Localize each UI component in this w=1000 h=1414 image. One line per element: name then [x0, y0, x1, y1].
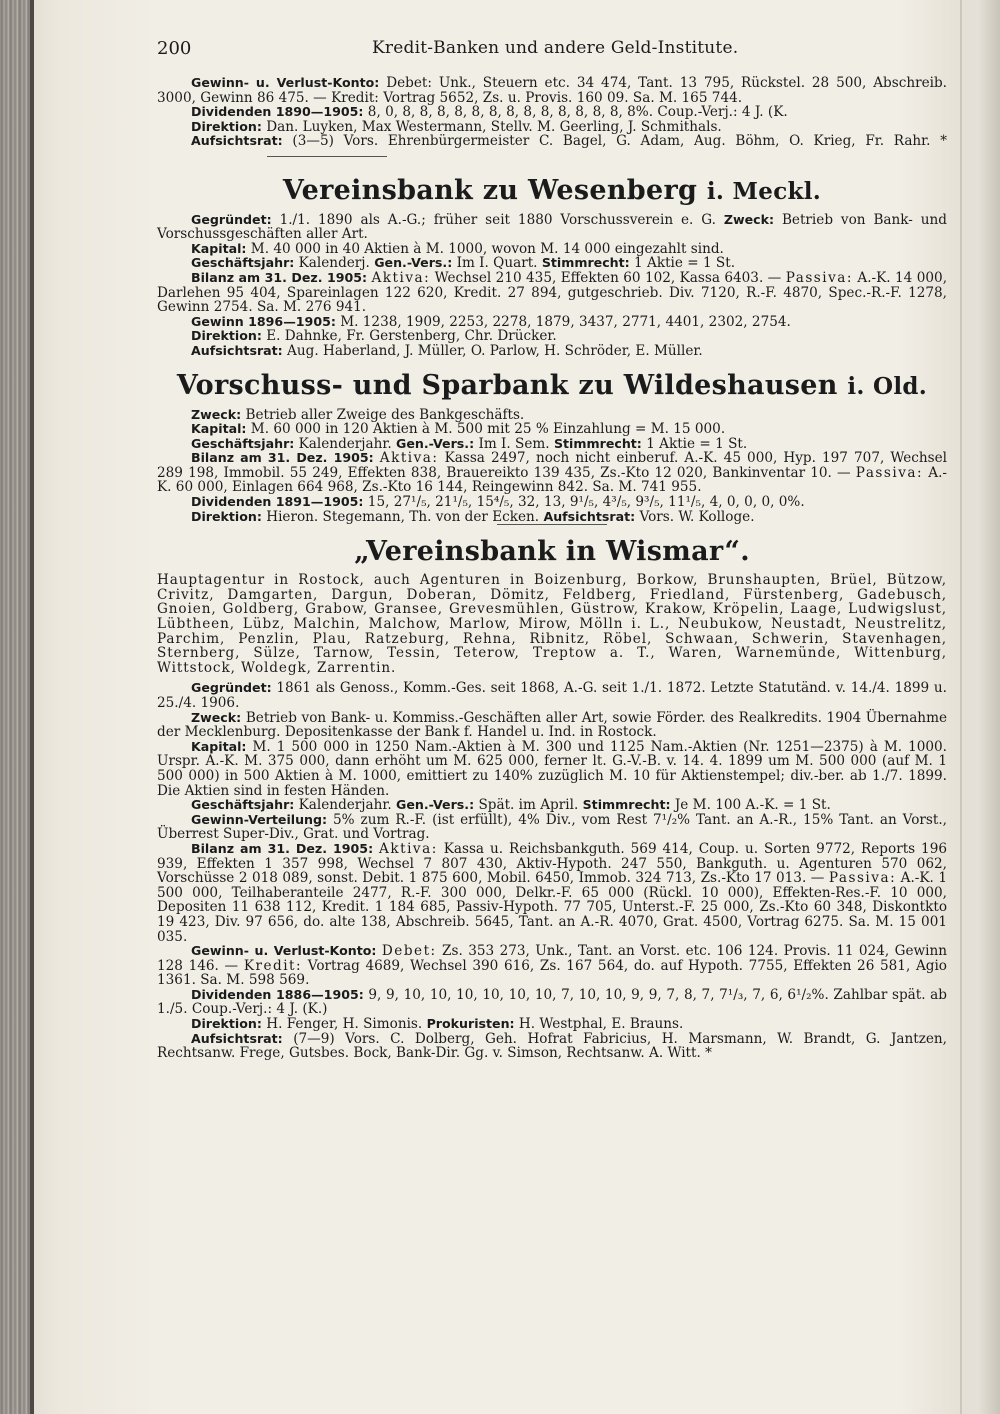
previous-entry	[157, 76, 947, 164]
gegruendet: Gegründet: 1./1. 1890 als A.-G.; früher seit 1880 Vorschussverein e. G. Zweck: Betrieb von Bank- und Vorschussgeschäften aller Art.	[157, 211, 947, 243]
running-title: Kredit-Banken und andere Geld-Institute.	[372, 38, 739, 58]
direktion: Direktion: E. Dahnke, Fr. Gerstenberg, Chr. Drücker.	[191, 328, 557, 345]
gewinn-verteilung: Gewinn-Verteilung: 5% zum R.-F. (ist erfüllt), 4% Div., vom Rest 7¹/₂% Tant. an A.-R., 15% Tant. an Vorst., Überrest Super-Div., Grat. und Vortrag.	[157, 811, 947, 843]
page-number: 200	[157, 38, 192, 59]
right-page-edge	[948, 0, 1000, 1414]
entry-title: „Vereinsbank in Wismar“.	[354, 536, 750, 568]
direktion: Direktion: Dan. Luyken, Max Westermann, Stellv. M. Geerling, J. Schmithals.	[191, 118, 722, 135]
kapital: Kapital: M. 60 000 in 120 Aktien à M. 500 mit 25 % Einzahlung = M. 15 000.	[191, 421, 726, 438]
end-star: *	[940, 133, 947, 150]
entry-wismar	[157, 536, 947, 1061]
kapital: Kapital: M. 1 500 000 in 1250 Nam.-Aktien à M. 300 und 1125 Nam.-Aktien (Nr. 1251—2375) à M. 1000. Urspr. A.-K. M. 375 000, dann erhöht um M. 625 000, ferner lt. G.-V.-B. v. 14. 4. 1899 um M. 500 000 (auf M. 1 500 000) in 500 Aktien à M. 1000, emittiert zu 140% zuzüglich M. 10 für Aktienstempel; div.-ber. ab 1./7. 1899. Die Aktien sind in festen Händen.	[157, 738, 947, 799]
direktion: Direktion: Hieron. Stegemann, Th. von der Ecken. Aufsichtsrat: Vors. W. Kolloge.	[191, 508, 755, 525]
entry-wildeshausen	[157, 370, 947, 526]
aufsichtsrat: Aufsichtsrat: Aug. Haberland, J. Müller, O. Parlow, H. Schröder, E. Müller.	[191, 342, 703, 359]
bilanz: Bilanz am 31. Dez. 1905: Aktiva: Kassa 2497, noch nicht einberuf. A.-K. 45 000, Hyp. 197 707, Wechsel 289 198, Immobil. 55 249, Effekten 838, Brauereikto 139 435, Zs.-Kto 12 020, Bankinventar 10. — Passiva: A.-K. 60 000, Einlagen 664 968, Zs.-Kto 16 144, Reingewinn 842. Sa. M. 741 955.	[157, 450, 948, 496]
gewinn-verlust-konto: Gewinn- u. Verlust-Konto: Debet: Zs. 353 273, Unk., Tant. an Vorst. etc. 106 124. Provis. 11 024, Gewinn 128 146. — Kredit: Vortrag 4689, Wechsel 390 616, Zs. 167 564, do. auf Hypoth. 7755, Effekten 26 581, Agio 1361. Sa. M. 598 569.	[157, 943, 947, 989]
end-star: *	[705, 1045, 712, 1062]
entry-title: Vorschuss- und Sparbank zu Wildeshausen i. Old.	[176, 369, 928, 401]
aufsichtsrat: Aufsichtsrat: (7—9) Vors. C. Dolberg, Geh. Hofrat Fabricius, H. Marsmann, W. Brandt, G. Jantzen, Rechtsanw. Frege, Gutsbes. Bock, Bank-Dir. Gg. v. Simson, Rechtsanw. A. Witt. *	[157, 1030, 947, 1062]
geschaeftsjahr: Geschäftsjahr: Kalenderjahr. Gen.-Vers.: Spät. im April. Stimmrecht: Je M. 100 A.-K. = 1 St.	[191, 797, 831, 814]
zweck: Zweck: Betrieb von Bank- u. Kommiss.-Geschäften aller Art, sowie Förder. des Realkredits. 1904 Übernahme der Mecklenburg. Depositenkasse der Bank f. Handel u. Ind. in Rostock.	[157, 709, 948, 741]
page-content	[157, 76, 947, 1061]
page-header	[157, 38, 947, 62]
entry-wesenberg	[157, 175, 947, 359]
separator-rule	[267, 156, 387, 157]
zweck: Zweck: Betrieb aller Zweige des Bankgeschäfts.	[191, 406, 525, 423]
entry-title: Vereinsbank zu Wesenberg i. Meckl.	[282, 174, 822, 206]
gewinn: Gewinn 1896—1905: M. 1238, 1909, 2253, 2278, 1879, 3437, 2771, 4401, 2302, 2754.	[191, 313, 791, 330]
direktion: Direktion: H. Fenger, H. Simonis. Prokuristen: H. Westphal, E. Brauns.	[191, 1016, 684, 1033]
geschaeftsjahr: Geschäftsjahr: Kalenderjahr. Gen.-Vers.: Im I. Sem. Stimmrecht: 1 Aktie = 1 St.	[191, 435, 748, 452]
agenturen: Hauptagentur in Rostock, auch Agenturen in Boizenburg, Borkow, Brunshaupten, Brüel, Bützow, Crivitz, Damgarten, Dargun, Doberan, Dömitz, Feldberg, Friedland, Fürstenberg, Gadebusch, Gnoien, Goldberg, Grabow, Gransee, Grevesmühlen, Güstrow, Krakow, Kröpelin, Laage, Ludwigslust, Lübtheen, Lübz, Malchin, Malchow, Marlow, Mirow, Mölln i. L., Neubukow, Neustadt, Neustrelitz, Parchim, Penzlin, Plau, Ratzeburg, Rehna, Ribnitz, Röbel, Schwaan, Schwerin, Stavenhagen, Sternberg, Sülze, Tarnow, Tessin, Teterow, Treptow a. T., Waren, Warnemünde, Wittenburg, Wittstock, Woldegk, Zarrentin.	[157, 572, 947, 676]
aufsichtsrat: Aufsichtsrat: (3—5) Vors. Ehrenbürgermeister C. Bagel, G. Adam, Aug. Böhm, O. Krieg, Fr. Rahr. *	[157, 134, 947, 163]
gutter-edge	[30, 0, 34, 1414]
kapital: Kapital: M. 40 000 in 40 Aktien à M. 1000, wovon M. 14 000 eingezahlt sind.	[191, 240, 724, 257]
geschaeftsjahr: Geschäftsjahr: Kalenderj. Gen.-Vers.: Im I. Quart. Stimmrecht: 1 Aktie = 1 St.	[191, 255, 736, 272]
bilanz: Bilanz am 31. Dez. 1905: Aktiva: Kassa u. Reichsbankguth. 569 414, Coup. u. Sorten 9772, Reports 196 939, Effekten 1 357 998, Wechsel 7 807 430, Aktiv-Hypoth. 247 550, Bankguth. u. Agenturen 570 062, Vorschüsse 2 018 089, sonst. Debit. 1 875 600, Mobil. 6450, Immob. 324 713, Zs.-Kto 17 013. — Passiva: A.-K. 1 500 000, Teilhaberanteile 2477, R.-F. 300 000, Delkr.-F. 65 000 (Rückl. 10 000), Effekten-Res.-F. 10 000, Depositen 11 638 112, Kredit. 1 184 685, Passiv-Hypoth. 77 705, Unterst.-F. 25 000, Zs.-Kto 60 348, Diskontkto 19 423, Div. 97 656, do. alte 138, Abschreib. 5645, Tant. an A.-R. 4070, Grat. 4500, Vortrag 6275. Sa. M. 15 001 035.	[157, 840, 947, 945]
dividenden: Dividenden 1891—1905: 15, 27¹/₅, 21¹/₅, 15⁴/₅, 32, 13, 9¹/₅, 4³/₅, 9³/₅, 11¹/₅, 4, 0, 0, 0, 0%.	[191, 494, 805, 511]
dividenden: Dividenden 1890—1905: 8, 0, 8, 8, 8, 8, 8, 8, 8, 8, 8, 8, 8, 8, 8, 8%. Coup.-Verj.: 4 J. (K.	[191, 104, 788, 121]
binding-gutter	[0, 0, 30, 1414]
dividenden: Dividenden 1886—1905: 9, 9, 10, 10, 10, 10, 10, 10, 7, 10, 10, 9, 9, 7, 8, 7, 7¹/₃, 7, 6, 6¹/₂%. Zahlbar spät. ab 1./5. Coup.-Verj.: 4 J. (K.)	[157, 986, 947, 1018]
gewinn-verlust-konto: Gewinn- u. Verlust-Konto: Debet: Unk., Steuern etc. 34 474, Tant. 13 795, Rückstel. 28 500, Abschreib. 3000, Gewinn 86 475. — Kredit: Vortrag 5652, Zs. u. Provis. 160 09. Sa. M. 165 744.	[157, 75, 948, 106]
bilanz: Bilanz am 31. Dez. 1905: Aktiva: Wechsel 210 435, Effekten 60 102, Kassa 6403. — Passiva: A.-K. 14 000, Darlehen 95 404, Spareinlagen 122 620, Kredit. 27 894, gutgeschrieb. Div. 7120, R.-F. 4870, Spec.-R.-F. 1278, Gewinn 2754. Sa. M. 276 941.	[157, 269, 948, 316]
gegruendet: Gegründet: 1861 als Genoss., Komm.-Ges. seit 1868, A.-G. seit 1./1. 1872. Letzte Statutänd. v. 14./4. 1899 u. 25./4. 1906.	[157, 680, 947, 711]
